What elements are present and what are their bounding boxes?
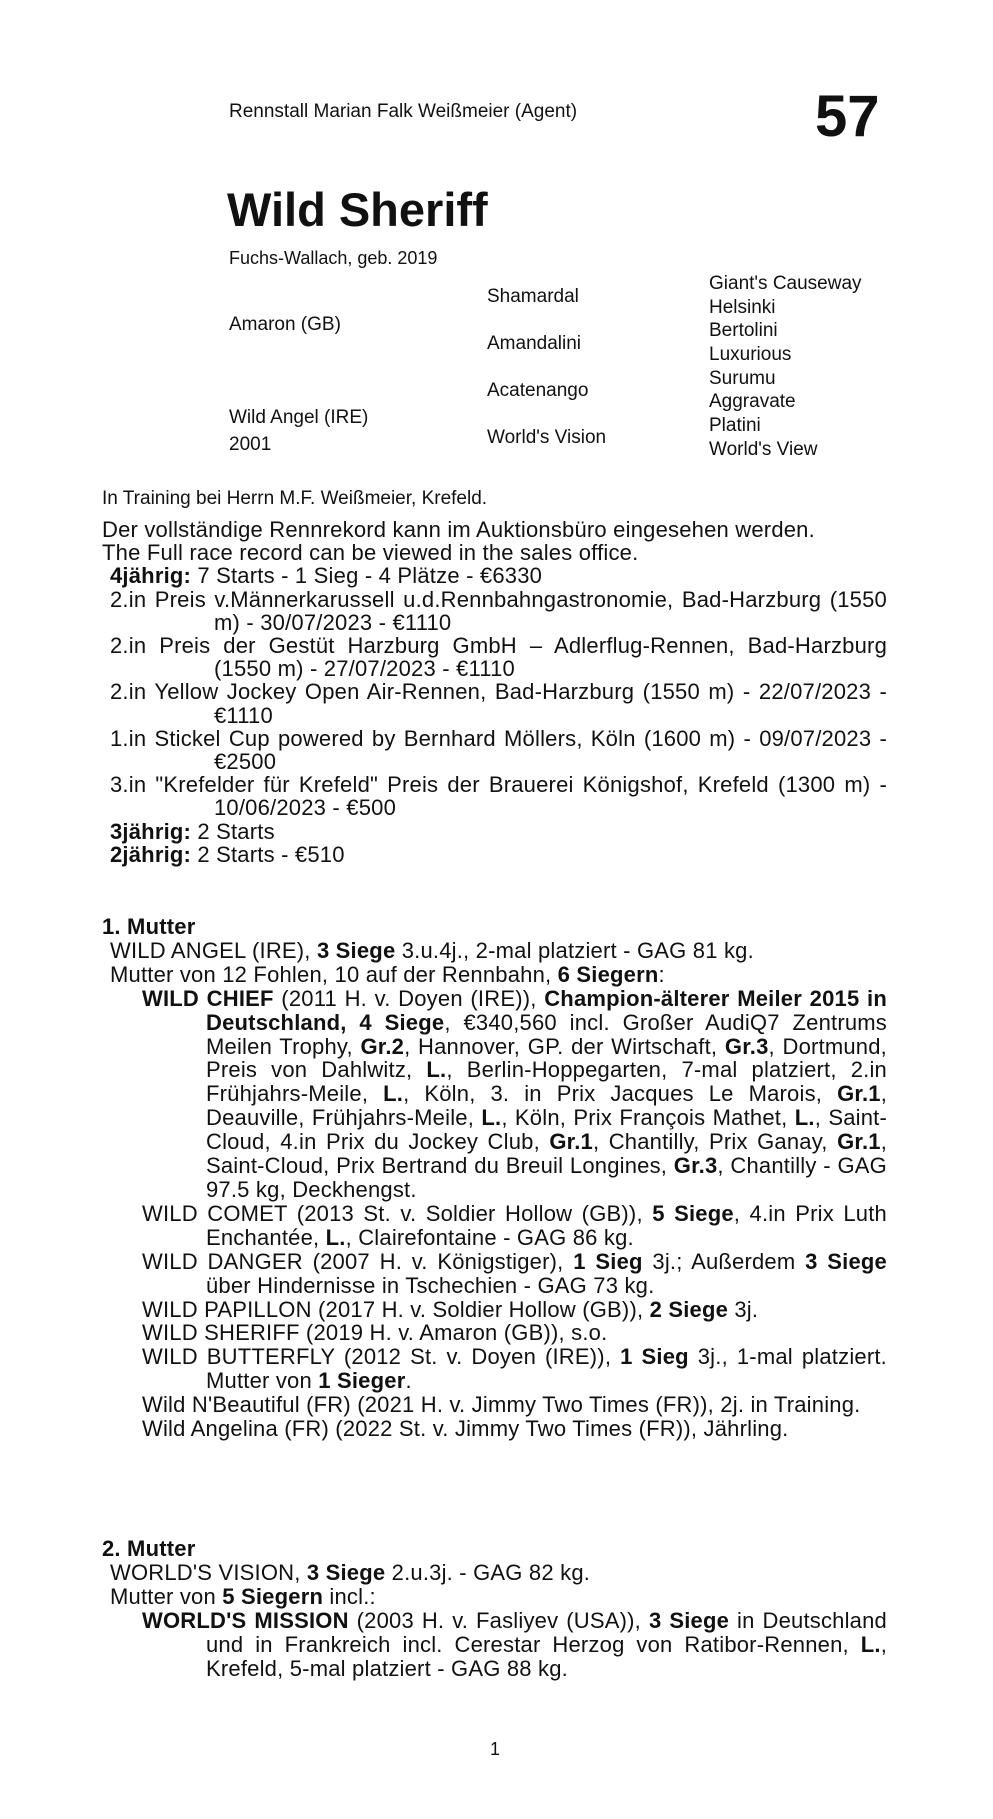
text: , Berlin-Hoppegarten, 7-mal platziert, 2.in Frühjahrs-Meile,: [206, 1057, 887, 1107]
offspring-entry: [102, 1345, 887, 1393]
bold-text: L.: [325, 1224, 346, 1250]
pedigree-great-grandparent: Platini: [709, 415, 761, 436]
bold-text: 2 Siege: [649, 1296, 729, 1322]
text: 7 Starts - 1 Sieg - 4 Plätze - €6330: [191, 563, 543, 589]
bold-text: 1 Sieg: [573, 1248, 643, 1274]
bold-text: Gr.3: [673, 1153, 718, 1179]
pedigree-sire: Amaron (GB): [229, 314, 341, 335]
text: in Deutschland und in Frankreich incl. Cerestar Herzog von Ratibor-Rennen,: [206, 1607, 887, 1657]
bold-text: Champion-älterer Meiler 2015 in Deutschland, 4 Siege: [206, 985, 887, 1035]
bold-text: Gr.1: [837, 1081, 881, 1107]
text: 2.u.3j. - GAG 82 kg.: [385, 1559, 591, 1585]
page-number: 1: [490, 1739, 501, 1759]
pedigree-great-grandparent: World's View: [709, 439, 818, 460]
text: , Köln, Prix François Mathet,: [501, 1105, 795, 1131]
text: , Clairefontaine - GAG 86 kg.: [345, 1224, 634, 1250]
race-result: [102, 680, 887, 726]
text: .: [405, 1368, 412, 1394]
season-3yo: [102, 820, 887, 843]
bold-text: L.: [481, 1105, 502, 1131]
text: :: [658, 961, 665, 987]
text: WILD ANGEL (IRE),: [110, 937, 317, 963]
race-result: [102, 773, 887, 819]
text: Wild Angelina (FR) (2022 St. v. Jimmy Two Times (FR)), Jährling.: [142, 1416, 789, 1442]
pedigree-grandparent: Shamardal: [487, 286, 579, 307]
bold-text: L.: [860, 1631, 881, 1657]
bold-text: WILD CHIEF: [142, 985, 274, 1011]
text: WILD PAPILLON (2017 H. v. Soldier Hollow (GB)),: [142, 1296, 650, 1322]
bold-text: WORLD'S MISSION: [142, 1607, 349, 1633]
text: 2.in Preis der Gestüt Harzburg GmbH – Adlerflug-Rennen, Bad-Harzburg (1550 m) - 27/07/2023 - €1110: [110, 633, 887, 682]
bold-text: 2. Mutter: [102, 1536, 196, 1561]
offspring-entry: [102, 1250, 887, 1298]
text: 2 Starts - €510: [191, 841, 345, 867]
race-result: [102, 588, 887, 634]
text: WORLD'S VISION,: [110, 1559, 307, 1585]
bold-text: 5 Siege: [652, 1200, 734, 1226]
text: , Dortmund, Preis von Dahlwitz,: [206, 1033, 887, 1083]
pedigree-grandparent: Acatenango: [487, 380, 589, 401]
text: WILD SHERIFF (2019 H. v. Amaron (GB)), s.o.: [142, 1320, 608, 1346]
race-result: [102, 727, 887, 773]
text: , 4.in Prix Luth Enchantée,: [206, 1200, 887, 1250]
bold-text: L.: [794, 1105, 815, 1131]
offspring-entry: [102, 1321, 887, 1345]
text: 1.in Stickel Cup powered by Bernhard Möllers, Köln (1600 m) - 09/07/2023 - €2500: [110, 725, 887, 775]
text: 2 Starts: [191, 818, 275, 844]
race-record: [102, 518, 887, 866]
text: Mutter von 12 Fohlen, 10 auf der Rennbahn,: [110, 961, 558, 987]
bold-text: 3jährig:: [110, 818, 192, 844]
pedigree-great-grandparent: Luxurious: [709, 344, 792, 365]
text: incl.:: [323, 1583, 376, 1609]
bold-text: 3 Siege: [306, 1559, 386, 1585]
text: 3.u.4j., 2-mal platziert - GAG 81 kg.: [395, 937, 754, 963]
bold-text: Gr.1: [837, 1129, 881, 1155]
pedigree-great-grandparent: Giant's Causeway: [709, 273, 862, 294]
pedigree-dam-year: 2001: [229, 434, 272, 455]
second-dam-section: [102, 1537, 887, 1680]
bold-text: 4jährig:: [110, 563, 192, 589]
consignor: Rennstall Marian Falk Weißmeier (Agent): [229, 101, 578, 122]
dam-summary: [102, 939, 887, 963]
text: WILD COMET (2013 St. v. Soldier Hollow (GB)),: [142, 1200, 653, 1226]
offspring-entry: [102, 1202, 887, 1250]
pedigree-great-grandparent: Surumu: [709, 368, 776, 389]
bold-text: 3 Siege: [648, 1607, 730, 1633]
offspring-entry: [102, 1609, 887, 1681]
offspring-entry: [102, 1417, 887, 1441]
bold-text: 1 Sieg: [620, 1344, 689, 1370]
dam-produce-summary: [102, 1585, 887, 1609]
text: 2.in Preis v.Männerkarussell u.d.Rennbahngastronomie, Bad-Harzburg (1550 m) - 30/07/2023 - €1110: [110, 586, 887, 635]
pedigree-grandparent: Amandalini: [487, 333, 581, 354]
race-result: [102, 634, 887, 680]
text: , Deauville, Frühjahrs-Meile,: [206, 1081, 887, 1131]
text: , Köln, 3. in Prix Jacques Le Marois,: [403, 1081, 838, 1107]
text: 3.in "Krefelder für Krefeld" Preis der Brauerei Königshof, Krefeld (1300 m) - 10/06/2023 - €500: [110, 772, 887, 821]
first-dam-section: [102, 915, 887, 1441]
section-heading: [102, 1537, 887, 1561]
text: WILD BUTTERFLY (2012 St. v. Doyen (IRE)),: [142, 1344, 621, 1370]
bold-text: Gr.3: [724, 1033, 769, 1059]
season-2yo: [102, 843, 887, 866]
text: , Chantilly, Prix Ganay,: [592, 1129, 838, 1155]
horse-description: Fuchs-Wallach, geb. 2019: [229, 248, 438, 268]
text: , Saint-Cloud, Prix Bertrand du Breuil Longines,: [206, 1129, 887, 1179]
dam-produce-summary: [102, 963, 887, 987]
bold-text: L.: [426, 1057, 447, 1083]
text: (2011 H. v. Doyen (IRE)),: [273, 985, 545, 1011]
text: , €340,560 incl. Großer AudiQ7 Zentrums Meilen Trophy,: [206, 1009, 888, 1059]
training-info: In Training bei Herrn M.F. Weißmeier, Krefeld.: [102, 488, 488, 509]
text: Wild N'Beautiful (FR) (2021 H. v. Jimmy Two Times (FR)), 2j. in Training.: [142, 1392, 861, 1418]
text: , Saint-Cloud, 4.in Prix du Jockey Club,: [206, 1105, 887, 1155]
pedigree-great-grandparent: Aggravate: [709, 391, 796, 412]
pedigree-great-grandparent: Bertolini: [709, 320, 778, 341]
text: , Hannover, GP. der Wirtschaft,: [404, 1033, 725, 1059]
pedigree-great-grandparent: Helsinki: [709, 297, 776, 318]
pedigree-dam: Wild Angel (IRE): [229, 407, 369, 428]
text: Mutter von: [110, 1583, 223, 1609]
text: über Hindernisse in Tschechien - GAG 73 kg.: [206, 1272, 655, 1298]
offspring-entry: [102, 987, 887, 1202]
text: 2.in Yellow Jockey Open Air-Rennen, Bad-Harzburg (1550 m) - 22/07/2023 - €1110: [110, 679, 887, 728]
bold-text: 5 Siegern: [222, 1583, 324, 1609]
race-record-note-de: [102, 518, 887, 541]
text: Der vollständige Rennrekord kann im Auktionsbüro eingesehen werden.: [102, 517, 815, 542]
bold-text: Gr.2: [360, 1033, 405, 1059]
text: , Krefeld, 5-mal platziert - GAG 88 kg.: [206, 1631, 887, 1681]
race-record-note-en: [102, 541, 887, 564]
lot-number: 57: [815, 84, 880, 149]
offspring-entry: [102, 1298, 887, 1322]
text: 3j.: [728, 1296, 759, 1322]
text: 3j.; Außerdem: [642, 1248, 806, 1274]
section-heading: [102, 915, 887, 939]
text: , Chantilly - GAG 97.5 kg, Deckhengst.: [206, 1153, 887, 1202]
offspring-entry: [102, 1393, 887, 1417]
text: 3j., 1-mal platziert. Mutter von: [206, 1344, 887, 1394]
horse-name: Wild Sheriff: [227, 183, 488, 236]
bold-text: L.: [383, 1081, 404, 1107]
bold-text: 3 Siege: [316, 937, 396, 963]
bold-text: 2jährig:: [110, 841, 192, 867]
bold-text: 6 Siegern: [557, 961, 659, 987]
text: The Full race record can be viewed in the sales office.: [102, 540, 639, 566]
season-4yo: [102, 564, 887, 587]
text: (2003 H. v. Fasliyev (USA)),: [348, 1607, 649, 1633]
dam-summary: [102, 1561, 887, 1585]
bold-text: 1. Mutter: [102, 914, 196, 939]
text: WILD DANGER (2007 H. v. Königstiger),: [142, 1248, 574, 1274]
bold-text: 3 Siege: [805, 1248, 887, 1274]
bold-text: 1 Sieger: [318, 1368, 406, 1394]
bold-text: Gr.1: [549, 1129, 593, 1155]
pedigree-grandparent: World's Vision: [487, 427, 607, 448]
